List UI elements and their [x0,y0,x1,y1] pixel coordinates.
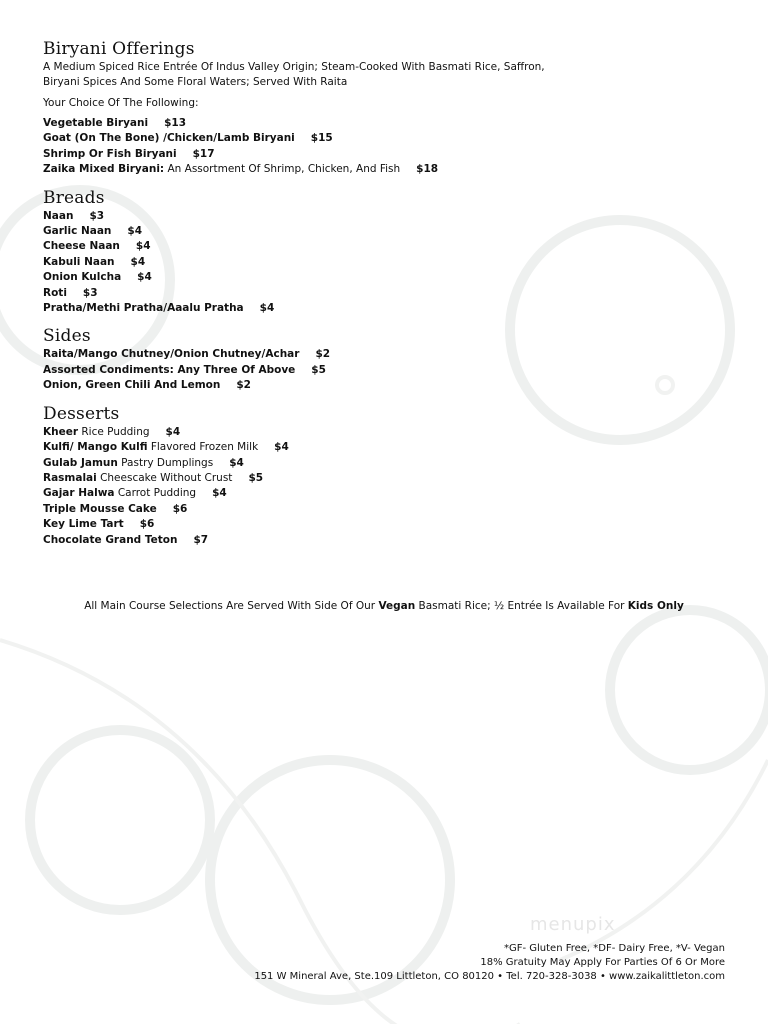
item-detail: An Assortment Of Shrimp, Chicken, And Fish [164,163,401,176]
menu-item [43,502,743,517]
item-detail: Rice Pudding [78,425,150,438]
menu-item [43,378,743,393]
biryani-description-line-1: A Medium Spiced Rice Entrée Of Indus Valley Origin; Steam-Cooked With Basmati Rice, Saffron, [43,61,545,73]
menu-item [43,162,743,177]
item-name: Roti [43,286,67,299]
item-name: Cheese Naan [43,240,120,253]
menu-item [43,286,743,301]
item-price: $2 [315,348,331,361]
item-price: $5 [248,471,264,484]
menu-item [43,239,743,254]
section-title-biryani: Biryani Offerings [43,39,195,59]
biryani-choice-label: Your Choice Of The Following: [43,97,199,109]
menu-item [43,425,743,440]
section-title-desserts: Desserts [43,403,120,424]
item-name: Key Lime Tart [43,518,124,531]
item-name: Triple Mousse Cake [43,502,157,515]
menu-item [43,301,743,316]
item-detail: Pastry Dumplings [117,456,214,469]
item-price: $4 [135,240,151,253]
menu-item [43,270,743,285]
menu-item [43,209,743,224]
menu-item [43,456,743,471]
item-name: Kabuli Naan [43,255,115,268]
sides-section [43,325,743,393]
item-name: Garlic Naan [43,225,112,238]
item-name: Onion Kulcha [43,271,122,284]
note-kids-only: Kids Only [627,600,684,612]
item-name: Pratha/Methi Pratha/Aaalu Pratha [43,302,244,315]
item-price: $4 [259,302,275,315]
footer-gratuity: 18% Gratuity May Apply For Parties Of 6 Or More [480,957,725,968]
item-name: Gulab Jamun [43,456,118,469]
item-price: $4 [212,487,227,500]
item-name: Kulfi/ Mango Kulfi [43,441,148,454]
item-name: Goat (On The Bone) /Chicken/Lamb Biryani [43,132,295,145]
item-price: $17 [192,147,215,160]
item-price: $15 [310,132,333,145]
item-price: $3 [82,286,98,299]
item-detail: Carrot Pudding [114,487,197,500]
item-price: $6 [139,518,155,531]
item-name: Onion, Green Chili And Lemon [43,379,221,392]
item-price: $4 [165,425,181,438]
desserts-section [43,403,743,548]
item-price: $5 [311,363,326,376]
item-name: Gajar Halwa [43,487,115,500]
biryani-section [43,38,743,178]
biryani-items [43,116,743,178]
footer-legend: *GF- Gluten Free, *DF- Dairy Free, *V- Vegan [503,943,725,954]
menu-item [43,440,743,455]
section-title-sides: Sides [43,326,91,347]
menu-item [43,131,743,146]
item-name: Vegetable Biryani [43,117,149,129]
biryani-description-line-2: Biryani Spices And Some Floral Waters; Served With Raita [43,76,348,88]
item-name: Chocolate Grand Teton [43,533,178,546]
breads-section [43,187,743,317]
menu-item [43,471,743,486]
item-name: Kheer [43,425,79,438]
item-price: $4 [137,271,152,284]
item-price: $18 [416,163,439,176]
note-text-2: Basmati Rice; ½ Entrée Is Available For [415,600,628,612]
item-name: Raita/Mango Chutney/Onion Chutney/Achar [43,348,300,361]
item-name: Shrimp Or Fish Biryani [43,147,177,160]
item-price: $13 [164,117,187,129]
item-name: Naan [43,209,74,222]
item-detail: Cheescake Without Crust [96,471,233,484]
footer [254,942,725,984]
footer-address: 151 W Mineral Ave, Ste.109 Littleton, CO 80120 • Tel. 720-328-3038 • www.zaikalittleton.com [254,971,725,982]
breads-items [43,209,743,317]
section-title-breads: Breads [43,187,105,208]
menu-item [43,224,743,239]
menu-item [43,255,743,270]
menu-item [43,363,743,378]
menu-item [43,347,743,362]
item-price: $2 [236,379,251,392]
menu-item [43,517,743,532]
main-course-note [0,600,768,612]
menu-item [43,533,743,548]
menu-content [43,38,743,557]
menu-item [43,486,743,501]
item-price: $6 [172,502,188,515]
menu-item [43,147,743,162]
item-price: $4 [127,225,143,238]
item-name: Rasmalai [43,471,97,484]
item-detail: Flavored Frozen Milk [147,441,259,454]
desserts-items [43,425,743,548]
menupix-watermark: menupix [530,914,616,935]
item-name: Assorted Condiments: Any Three Of Above [43,363,296,376]
menu-item [43,116,743,131]
sides-items [43,347,743,393]
item-name: Zaika Mixed Biryani: [43,163,165,176]
item-price: $7 [193,533,209,546]
item-price: $4 [130,255,146,268]
item-price: $4 [274,441,289,454]
note-vegan: Vegan [378,600,416,612]
item-price: $4 [229,456,244,469]
item-price: $3 [89,209,105,222]
note-text-1: All Main Course Selections Are Served With Side Of Our [84,600,379,612]
